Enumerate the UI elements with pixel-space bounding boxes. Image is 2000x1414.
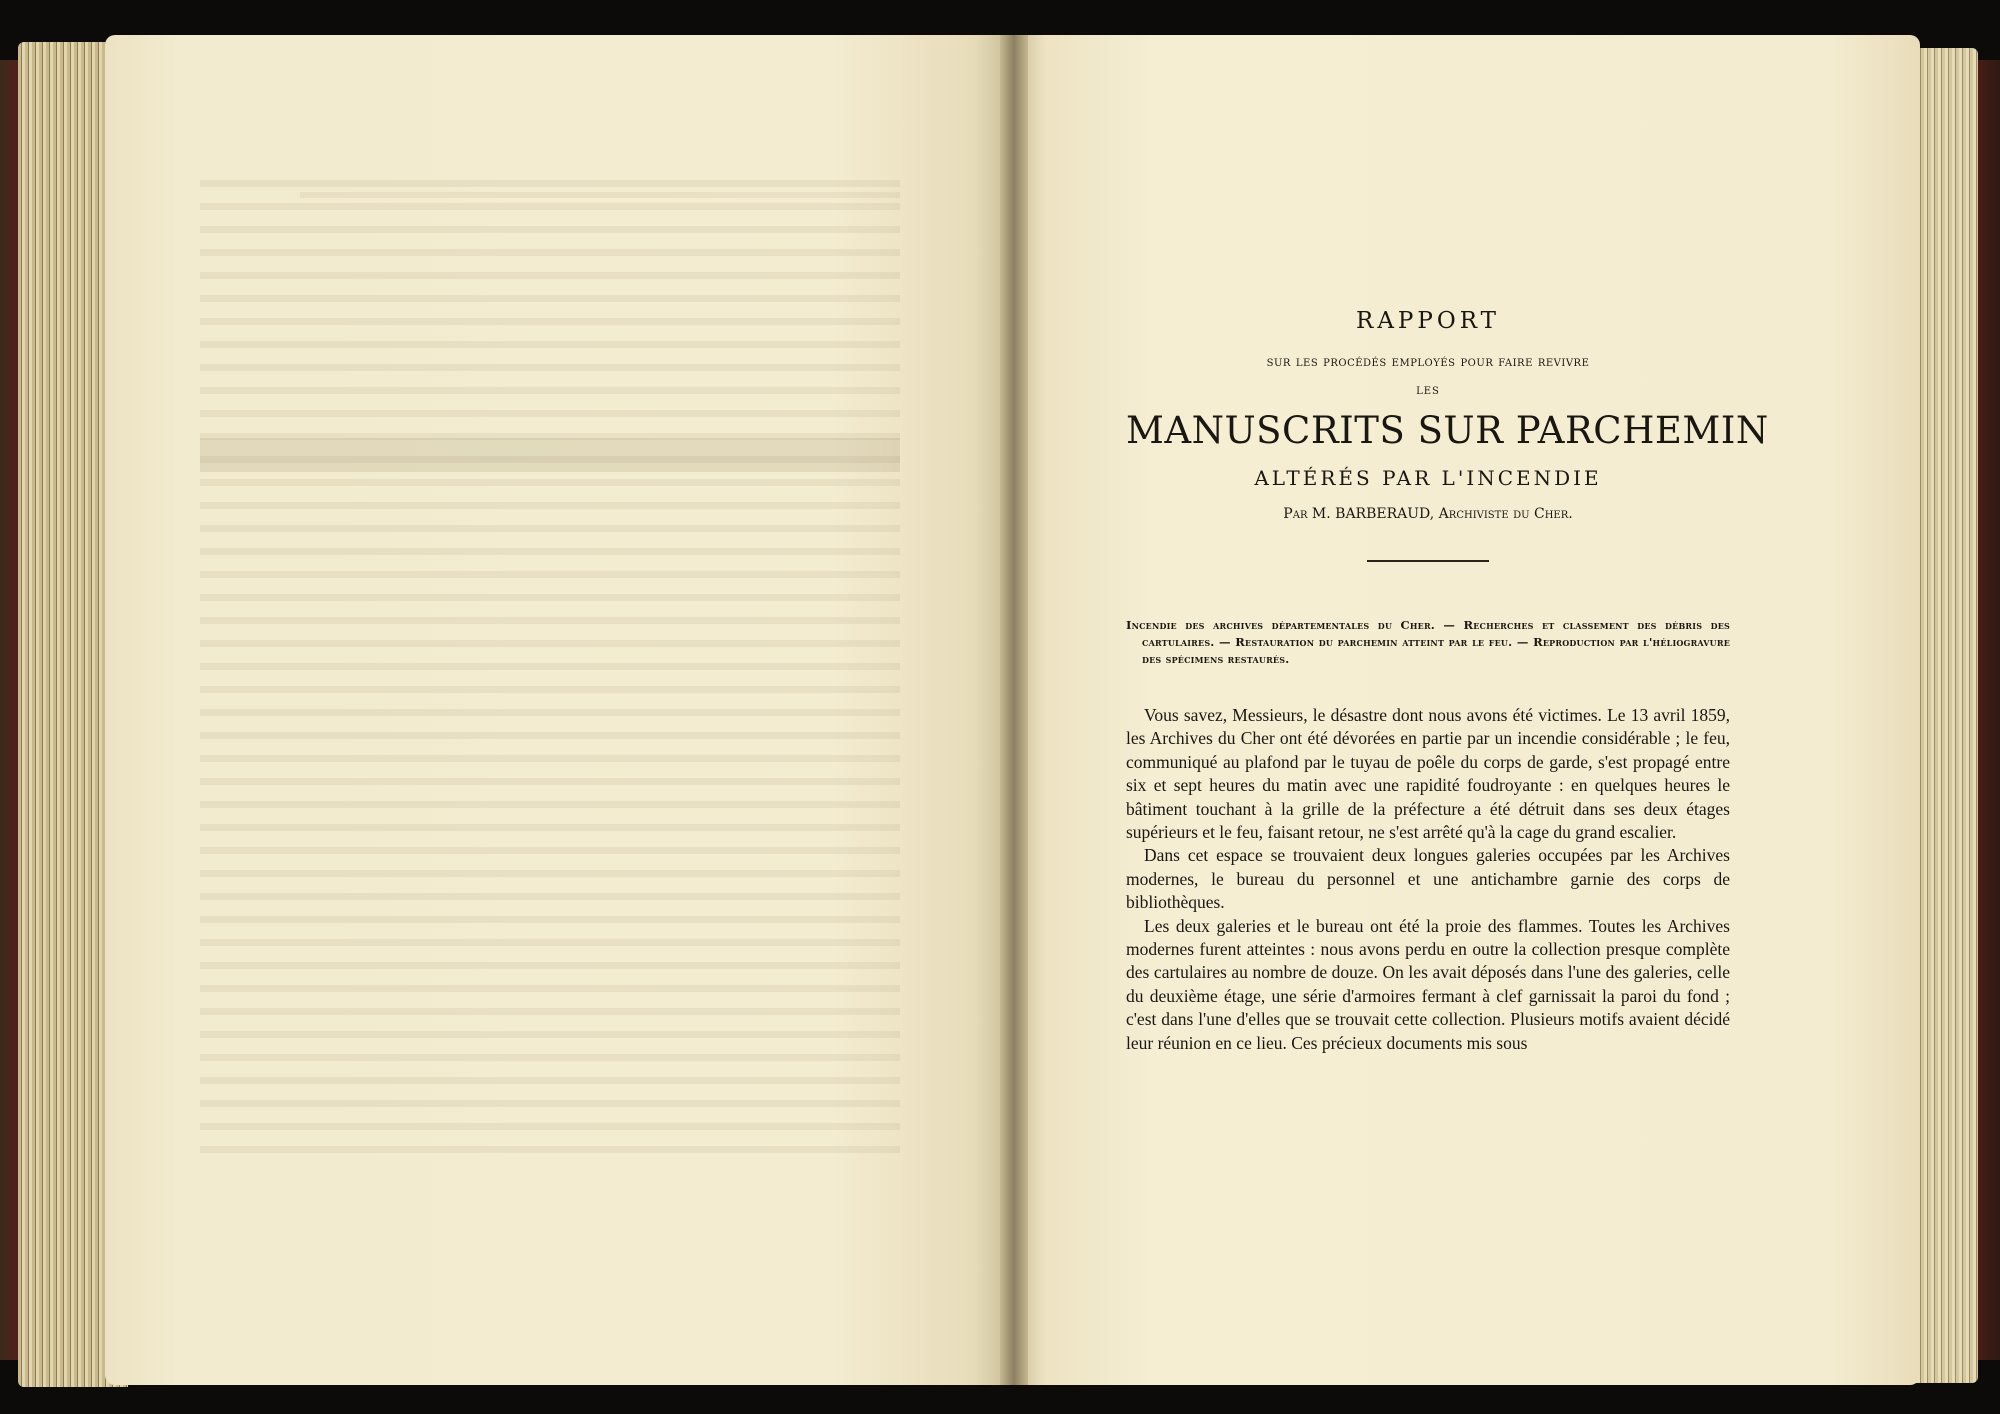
main-title: MANUSCRITS SUR PARCHEMIN [1126, 409, 1769, 452]
title-rule [1367, 560, 1489, 562]
secondary-title: ALTÉRÉS PAR L'INCENDIE [1254, 466, 1602, 490]
show-through-heading [200, 438, 900, 472]
paragraph: Dans cet espace se trouvaient deux longues galeries occupées par les Archives modernes, le bureau du personnel et une antichambre garnie des corps de bibliothèques. [1126, 845, 1730, 913]
report-subtitle: sur les procédés employés pour faire revivre [1266, 354, 1590, 370]
paragraph: Les deux galeries et le bureau ont été la proie des flammes. Toutes les Archives modernes furent atteintes : nous avons perdu en outre la collection presque complète des cartulaires au nombre de douze. On les avait déposés dans l'une des galeries, celle du deuxième étage, une série d'armoires fermant à clef garnissait la paroi du fond ; c'est dans l'une d'elles que se trouvait cette collection. Plusieurs motifs avaient décidé leur réunion en ce lieu. Ces précieux documents mis sous [1126, 915, 1730, 1053]
body-text [1126, 704, 1730, 1055]
connector-word: LES [1416, 386, 1440, 397]
show-through-text [200, 180, 900, 1160]
book-gutter [1000, 35, 1028, 1385]
page-content [1126, 286, 1769, 1055]
author-line: Par M. BARBERAUD, Archiviste du Cher. [1283, 506, 1573, 522]
report-title: RAPPORT [1356, 308, 1500, 334]
paragraph: Vous savez, Messieurs, le désastre dont nous avons été victimes. Le 13 avril 1859, les Archives du Cher ont été dévorées en partie par un incendie considérable ; le feu, communiqué au plafond par le tuyau de poêle du corps de garde, s'est propagé entre six et sept heures du matin avec une rapidité foudroyante : en quelques heures le bâtiment touchant à la grille de la préfecture a été détruit dans ses deux étages supérieurs et le feu, faisant retour, ne s'est arrêté qu'à la cage du grand escalier. [1126, 705, 1730, 843]
chapter-summary: Incendie des archives départementales du Cher. — Recherches et classement des débris des cartulaires. — Restauration du parchemin atteint par le feu. — Reproduction par l'héliogravure des spécimens restaurés. [1126, 618, 1730, 666]
